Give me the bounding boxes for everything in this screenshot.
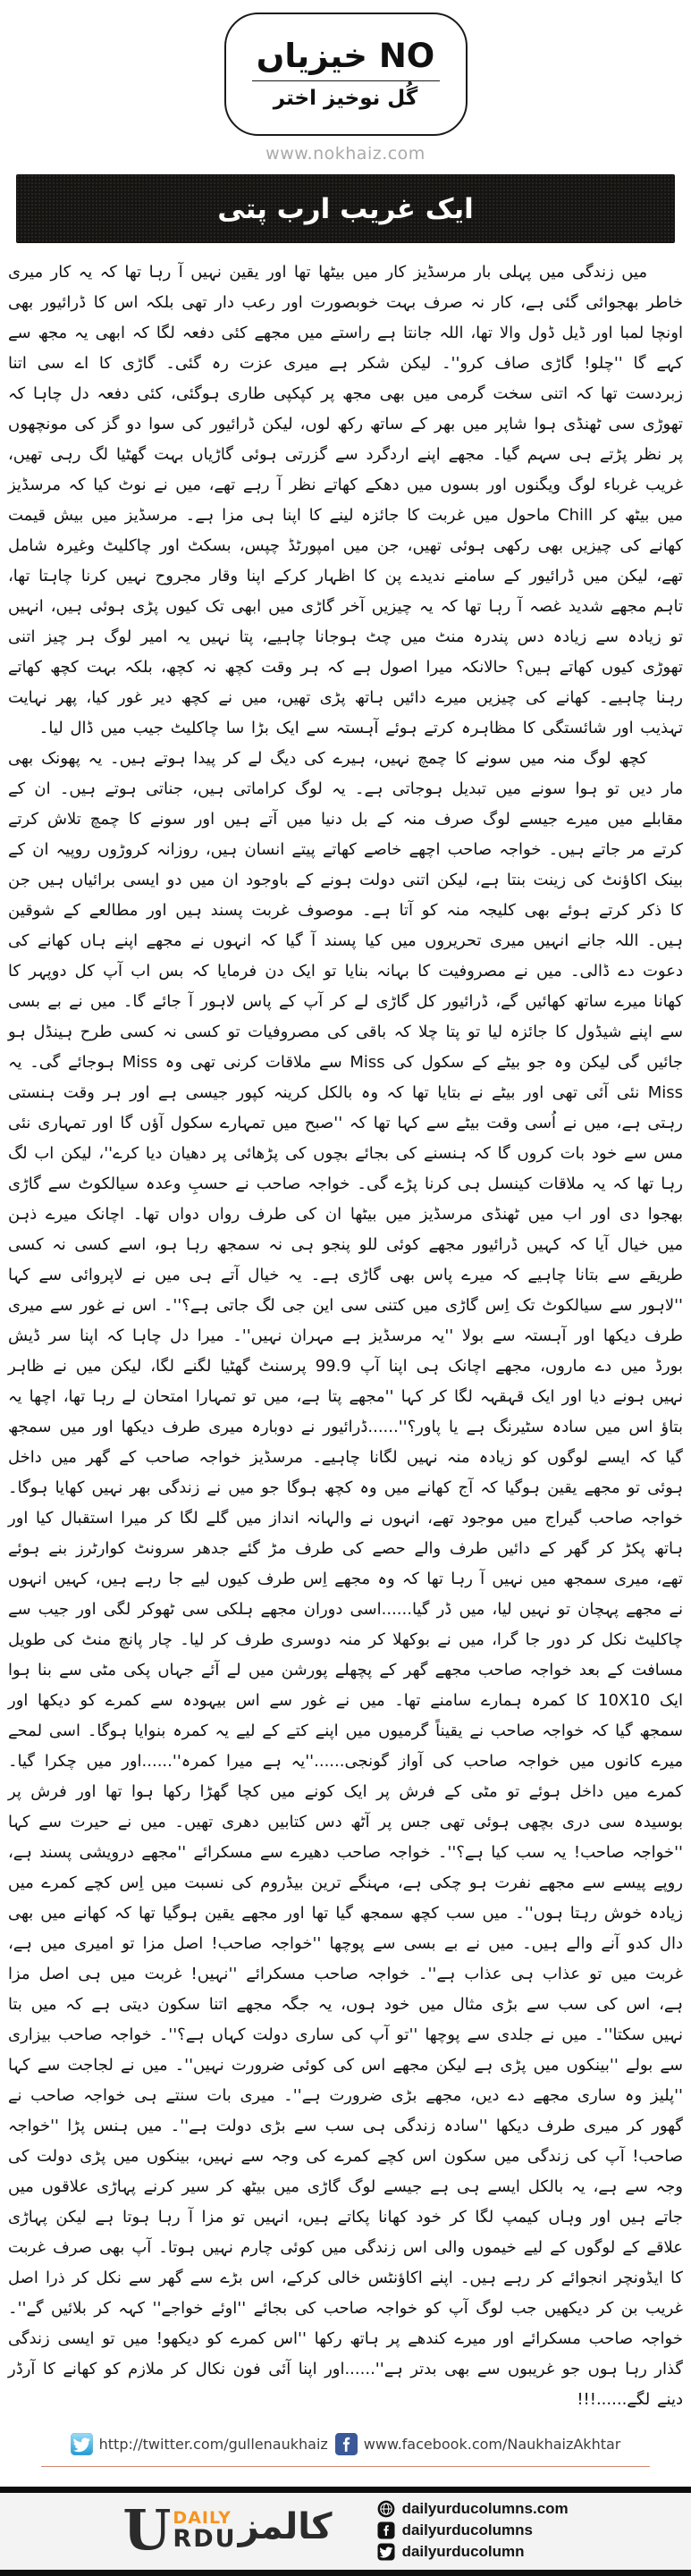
publisher-footer: [0, 2487, 691, 2576]
facebook-icon: [335, 2433, 358, 2455]
footer-divider-line: [41, 2466, 649, 2467]
footer-link-facebook[interactable]: [377, 2521, 569, 2539]
footer-content: [0, 2493, 691, 2570]
footer-bottom-bar: [0, 2570, 691, 2576]
author-name: گُل نوخیز اختر: [273, 87, 418, 111]
title-divider: [252, 80, 440, 81]
daily-urdu-columns-logo: [122, 2496, 333, 2563]
article-paragraph: کچھ لوگ منہ میں سونے کا چمچ نہیں، ہیرے کی دیگ لے کر پیدا ہوتے ہیں۔ یہ پھونک بھی مار دیں تو ہوا سونے میں تبدیل ہوجاتی ہے۔ یہ لوگ کراماتی ہیں، جناتی ہوتے ہیں۔ ان کے مقابلے میں میرے جیسے لوگ صرف منہ کے بل دنیا میں آتے ہیں اور سونے کا چمچ تلاش کرتے کرتے مر جاتے ہیں۔ خواجہ صاحب اچھے خاصے کھاتے پیتے انسان ہیں، روزانہ کروڑوں روپیہ ان کے بینک اکاؤنٹ کی زینت بنتا ہے، لیکن اتنی دولت ہونے کے باوجود ان میں دو ایسی برائیاں ہیں جن کا ذکر کرتے ہوئے بھی کلیجہ منہ کو آتا ہے۔ موصوف غربت پسند ہیں اور مطالعے کے شوقین ہیں۔ اللہ جانے انہیں میری تحریروں میں کیا پسند آ گیا کہ انہوں نے مجھے اپنے ہاں کھانے کی دعوت دے ڈالی۔ میں نے مصروفیت کا بہانہ بنایا تو ایک دن فرمایا کہ بس اب آپ کل دوپہر کا کھانا میرے ساتھ کھائیں گے، ڈرائیور کل گاڑی لے کر آپ کے پاس لاہور آ جائے گا۔ میں نے بے بسی سے اپنے شیڈول کا جائزہ لیا تو پتا چلا کہ باقی کی مصروفیات تو کسی نہ کسی طرح ہینڈل ہو جائیں گی لیکن وہ جو بیٹے کے سکول کی Miss سے ملاقات کرنی تھی وہ Miss ہوجائے گی۔ یہ Miss نئی آئی تھی اور بیٹے نے بتایا تھا کہ وہ بالکل کرینہ کپور جیسی ہے اور ہر وقت ہنستی رہتی ہے، میں نے اُسی وقت بیٹے سے کہا تھا کہ ''صبح میں تمہارے سکول آؤں گا اور تمہاری نئی مس سے خود بات کروں گا کہ ہنسنے کی بجائے بچوں کی پڑھائی پر دھیان دیا کرے''، لیکن اب لگ رہا تھا کہ یہ ملاقات کینسل ہی کرنا پڑے گی۔ خواجہ صاحب نے حسبِ وعدہ سیالکوٹ سے گاڑی بھجوا دی اور اب میں ٹھنڈی مرسڈیز میں بیٹھا ان کی طرف رواں دواں تھا۔ اچانک میرے ذہن میں خیال آیا کہ کہیں ڈرائیور مجھے کوئی للو پنجو ہی نہ سمجھ رہا ہو، اسے کسی نہ کسی طریقے سے بتانا چاہیے کہ میرے پاس بھی گاڑی ہے۔ یہ خیال آتے ہی میں نے لاپروائی سے کہا ''لاہور سے سیالکوٹ تک اِس گاڑی میں کتنی سی این جی لگ جاتی ہے؟''۔ اس نے غور سے میری طرف دیکھا اور آہستہ سے بولا ''یہ مرسڈیز ہے مہران نہیں''۔ میرا دل چاہا کہ اپنا سر ڈیش بورڈ میں دے ماروں، مجھے اچانک ہی اپنا آپ 99.9 پرسنٹ گھٹیا لگنے لگا، لیکن میں نے ظاہر نہیں ہونے دیا اور ایک قہقہہ لگا کر کہا ''مجھے پتا ہے، میں تو تمہارا امتحان لے رہا تھا، اچھا یہ بتاؤ اس میں سادہ سٹیرنگ ہے یا پاور؟''......ڈرائیور نے دوبارہ میری طرف دیکھا اور میں سمجھ گیا کہ ایسے لوگوں کو زیادہ منہ نہیں لگانا چاہیے۔ مرسڈیز خواجہ صاحب کے گھر میں داخل ہوئی تو مجھے یقین ہوگیا کہ آج کھانے میں وہ کچھ ہوگا جو میں نے زندگی بھر نہیں کھایا ہوگا۔ خواجہ صاحب گیراج میں موجود تھے، انہوں نے والہانہ انداز میں گلے لگا کر میرا استقبال کیا اور ہاتھ پکڑ کر گھر کے دائیں طرف والے حصے کی طرف مڑ گئے جدھر سرونٹ کوارٹرز بنے ہوئے تھے، میری سمجھ میں نہیں آ رہا تھا کہ وہ مجھے اِس طرف کیوں لیے جا رہے ہیں، کہیں انہوں نے مجھے پہچان تو نہیں لیا، میں ڈر گیا......اسی دوران مجھے ہلکی سی ٹھوکر لگی اور جیب سے چاکلیٹ نکل کر دور جا گرا، میں نے بوکھلا کر منہ دوسری طرف کر لیا۔ چار پانچ منٹ کی طویل مسافت کے بعد خواجہ صاحب مجھے گھر کے پچھلے پورشن میں لے آئے جہاں پکی مٹی سے بنا ہوا ایک 10X10 کا کمرہ ہمارے سامنے تھا۔ میں نے غور سے اس بیہودہ سے کمرے کو دیکھا اور سمجھ گیا کہ خواجہ صاحب نے یقیناً گرمیوں میں اپنے کتے کے لیے یہ کمرہ بنوایا ہوگا۔ اسی لمحے میرے کانوں میں خواجہ صاحب کی آواز گونجی......''یہ ہے میرا کمرہ''......اور میں چکرا گیا۔ کمرے میں داخل ہوئے تو مٹی کے فرش پر ایک کونے میں کچا گھڑا رکھا ہوا تھا اور فرش پر بوسیدہ سی دری بچھی ہوئی تھی جس پر آٹھ دس کتابیں دھری تھیں۔ میں نے حیرت سے کہا ''خواجہ صاحب! یہ سب کیا ہے؟''۔ خواجہ صاحب دھیرے سے مسکرائے ''مجھے درویشی پسند ہے، روپے پیسے سے مجھے نفرت ہو چکی ہے، مہنگے ترین بیڈروم کی نسبت میں اِس کچے کمرے میں زیادہ خوش رہتا ہوں''۔ میں سب کچھ سمجھ گیا تھا اور مجھے یقین ہوگیا تھا کہ کھانے میں بھی دال کدو آنے والے ہیں۔ میں نے بے بسی سے پوچھا ''خواجہ صاحب! اصل مزا تو امیری میں ہے، غربت میں تو عذاب ہی عذاب ہے''۔ خواجہ صاحب مسکرائے ''نہیں! غربت میں ہی اصل مزا ہے، اس کی سب سے بڑی مثال میں خود ہوں، یہ جگہ مجھے اتنا سکون دیتی ہے کہ میں بتا نہیں سکتا''۔ میں نے جلدی سے پوچھا ''تو آپ کی ساری دولت کہاں ہے؟''۔ خواجہ صاحب بیزاری سے بولے ''بینکوں میں پڑی ہے لیکن مجھے اس کی کوئی ضرورت نہیں''۔ میں نے لجاجت سے کہا ''پلیز وہ ساری مجھے دے دیں، مجھے بڑی ضرورت ہے''۔ میری بات سنتے ہی خواجہ صاحب نے گھور کر میری طرف دیکھا ''سادہ زندگی ہی سب سے بڑی دولت ہے''۔ میں ہنس پڑا ''خواجہ صاحب! آپ کی زندگی میں سکون اس کچے کمرے کی وجہ سے نہیں، بینکوں میں پڑی دولت کی وجہ سے ہے، یہ بالکل ایسے ہی ہے جیسے لوگ گاڑی میں بیٹھ کر سیر کرنے پہاڑی علاقوں میں جاتے ہیں اور وہاں کیمپ لگا کر خود کھانا پکاتے ہیں، انہیں تو مزا آ رہا ہوتا ہے لیکن پہاڑی علاقے کے لوگوں کے لیے خیموں والی اس زندگی میں کوئی چارم نہیں ہوتا۔ آپ بھی صرف غربت کا ایڈونچر انجوائے کر رہے ہیں۔ اپنے اکاؤنٹس خالی کرکے، اس بڑے سے گھر سے نکل کر ذرا اصل غریب بن کر دیکھیں جب لوگ آپ کو خواجہ صاحب کی بجائے ''اوئے خواجے'' کہہ کر بلائیں گے''۔ خواجہ صاحب مسکرائے اور میرے کندھے پر ہاتھ رکھا ''اس کمرے کو دیکھو! میں تو ایسی زندگی گذار رہا ہوں جو غریبوں سے بھی بدتر ہے''......اور اپنا آئی فون نکال کر ملازم کو کھانے کا آرڈر دینے لگے......!!!: [8, 749, 684, 2409]
author-website-link[interactable]: www.nokhaiz.com: [265, 144, 426, 164]
footer-top-bar: [0, 2487, 691, 2493]
column-title-box: [224, 13, 468, 136]
logo-daily-text: DAILY: [173, 2507, 232, 2528]
footer-link-label: dailyurducolumns.com: [401, 2500, 569, 2517]
logo-rdu-text: RDU: [173, 2524, 237, 2553]
footer-links-list: [377, 2500, 569, 2561]
logo-wordmark: [173, 2507, 237, 2553]
logo-urdu-word: کالمز: [238, 2505, 333, 2547]
twitter-icon: [377, 2543, 395, 2561]
masthead: [0, 13, 691, 164]
footer-link-twitter[interactable]: [377, 2543, 569, 2561]
article-body: [0, 243, 691, 2420]
twitter-link[interactable]: [71, 2433, 328, 2455]
footer-link-label: dailyurducolumn: [401, 2543, 525, 2560]
facebook-url-text: www.facebook.com/NaukhaizAkhtar: [363, 2436, 621, 2453]
headline-banner: [16, 174, 675, 243]
social-links-row: [0, 2433, 691, 2455]
logo-letter-u: U: [122, 2496, 172, 2563]
facebook-icon: [377, 2521, 395, 2539]
footer-link-website[interactable]: [377, 2500, 569, 2518]
footer-link-label: dailyurducolumns: [401, 2521, 533, 2538]
twitter-url-text: http://twitter.com/gullenaukhaiz: [98, 2436, 328, 2453]
globe-icon: [377, 2500, 395, 2518]
twitter-icon: [71, 2433, 93, 2455]
article-paragraph: میں زندگی میں پہلی بار مرسڈیز کار میں بیٹھا تھا اور یقین نہیں آ رہا تھا کہ یہ کار میری خاطر بھجوائی گئی ہے، کار نہ صرف بہت خوبصورت اور رعب دار تھی بلکہ اس کا ڈرائیور بھی اونچا لمبا اور ڈیل ڈول والا تھا، اللہ جانتا ہے راستے میں مجھے کئی دفعہ لگا کہ ابھی یہ مجھ سے کہے گا ''چلو! گاڑی صاف کرو''۔ لیکن شکر ہے میری عزت رہ گئی۔ گاڑی کا اے سی اتنا زبردست تھا کہ اتنی سخت گرمی میں بھی مجھ پر کپکپی طاری ہوگئی، کئی دفعہ دل چاہا کہ تھوڑی سی ٹھنڈی ہوا شاپر میں بھر کے ساتھ رکھ لوں، لیکن ڈرائیور کی سوا دو گز کی مونچھوں پر نظر پڑتے ہی سہم گیا۔ مجھے اپنے اردگرد سے گزرتی ہوئی گاڑیاں بہت گھٹیا لگ رہی تھیں، غریب غرباء لوگ ویگنوں اور بسوں میں دھکے کھاتے نظر آ رہے تھے، میں نے نوٹ کیا کہ مرسڈیز میں بیٹھ کر Chill ماحول میں غربت کا جائزہ لینے کا اپنا ہی مزا ہے۔ مرسڈیز میں بیش قیمت کھانے کی چیزیں بھی رکھی ہوئی تھیں، جن میں امپورٹڈ چپس، بسکٹ اور چاکلیٹ وغیرہ شامل تھے، لیکن میں ڈرائیور کے سامنے ندیدے پن کا اظہار کرکے اپنا وقار مجروح نہیں کرنا چاہتا تھا، تاہم مجھے شدید غصہ آ رہا تھا کہ یہ چیزیں آخر گاڑی میں ابھی تک کیوں پڑی ہوئی ہیں، انہیں تو زیادہ سے زیادہ دس پندرہ منٹ میں چٹ ہوجانا چاہیے، پتا نہیں یہ امیر لوگ ہر چیز اتنی تھوڑی کیوں کھاتے ہیں؟ حالانکہ میرا اصول ہے کہ ہر وقت کچھ نہ کچھ، بلکہ بہت کچھ کھاتے رہنا چاہیے۔ کھانے کی چیزیں میرے دائیں ہاتھ پڑی تھیں، میں نے کچھ دیر غور کیا، پھر نہایت تہذیب اور شائستگی کا مظاہرہ کرتے ہوئے آہستہ سے ایک بڑا سا چاکلیٹ جیب میں ڈال لیا۔: [8, 263, 684, 737]
facebook-link[interactable]: [335, 2433, 621, 2455]
article-headline: ایک غریب ارب پتی: [217, 192, 474, 225]
column-title: NO خیزیاں: [256, 36, 435, 75]
